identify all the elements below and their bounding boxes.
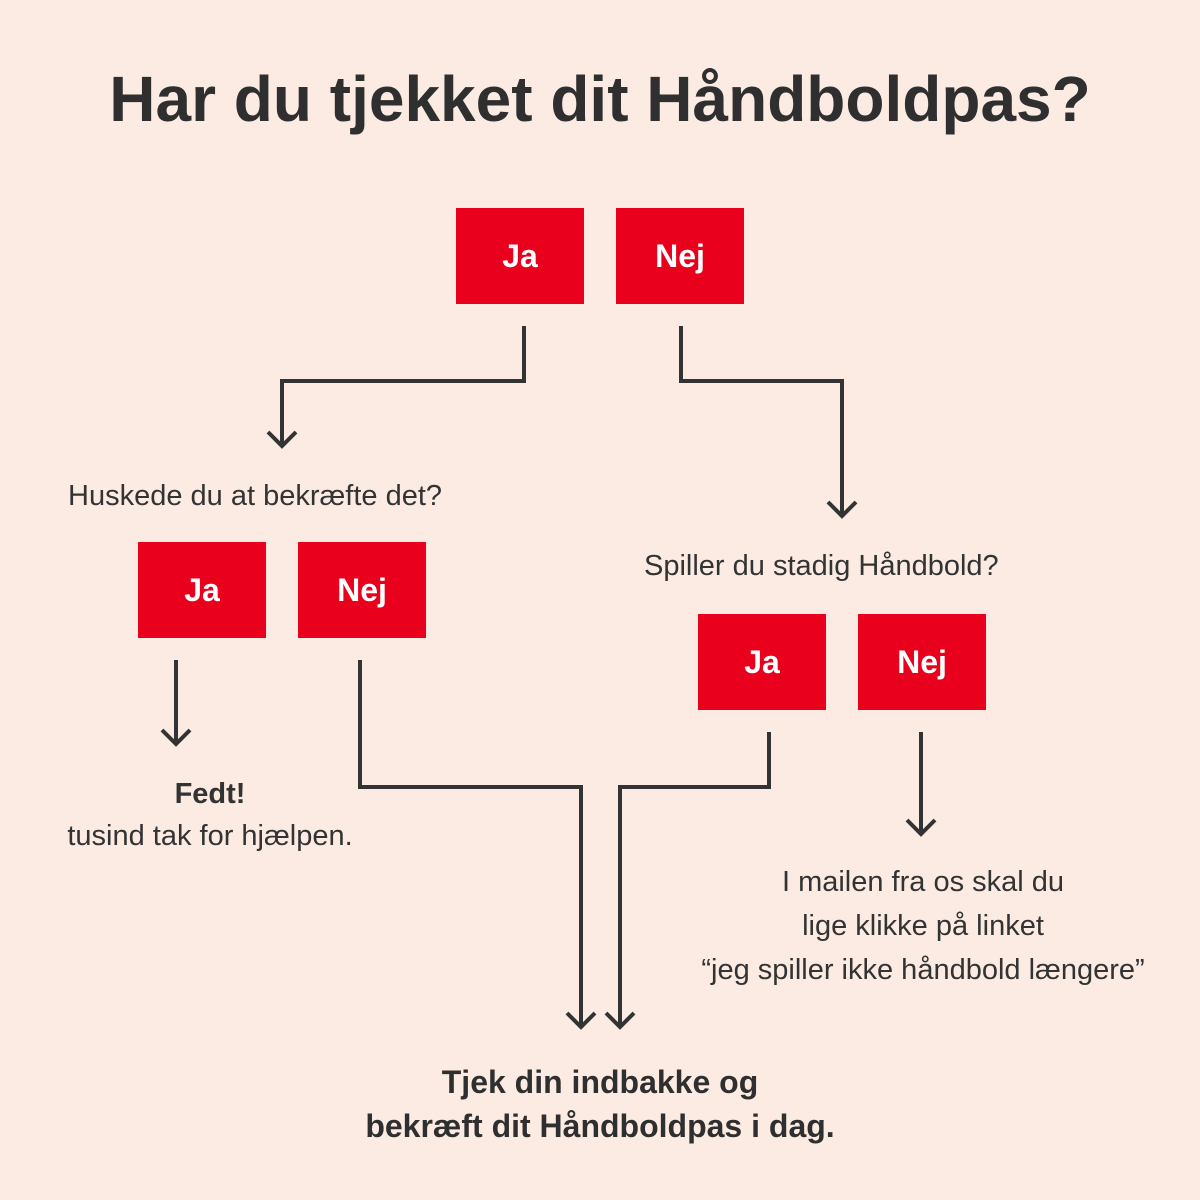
arrowhead-final-right [606, 1013, 634, 1027]
right-yes-button[interactable]: Ja [698, 614, 826, 710]
right-no-button[interactable]: Nej [858, 614, 986, 710]
left-yes-button[interactable]: Ja [138, 542, 266, 638]
left-question: Huskede du at bekræfte det? [68, 480, 443, 512]
arrowhead-right-question [828, 502, 856, 516]
arrow-top-no-to-right [681, 326, 842, 516]
final-line1: Tjek din indbakke og [441, 1064, 759, 1100]
arrowhead-right-no-result [907, 820, 935, 834]
left-yes-result [30, 774, 390, 858]
arrowhead-final-left [567, 1013, 595, 1027]
final-line2: bekræft dit Håndboldpas i dag. [365, 1108, 835, 1144]
arrow-left-no-to-final [360, 660, 581, 1027]
left-no-button[interactable]: Nej [298, 542, 426, 638]
result-text: tusind tak for hjælpen. [67, 820, 353, 852]
page-title: Har du tjekket dit Håndboldpas? [109, 63, 1091, 135]
arrowhead-left-yes-result [162, 730, 190, 744]
right-no-result-line1: I mailen fra os skal du [781, 866, 1065, 898]
right-question: Spiller du stadig Håndbold? [644, 550, 999, 582]
top-no-button[interactable]: Nej [616, 208, 744, 304]
right-no-result-line2: lige klikke på linket [802, 910, 1044, 942]
right-no-result [662, 860, 1184, 992]
right-no-result-line3: “jeg spiller ikke håndbold længere” [701, 954, 1145, 986]
final-message [260, 1060, 940, 1148]
top-yes-button[interactable]: Ja [456, 208, 584, 304]
arrow-top-yes-to-left [282, 326, 524, 446]
arrowhead-left-question [268, 432, 296, 446]
result-headline: Fedt! [174, 778, 246, 810]
